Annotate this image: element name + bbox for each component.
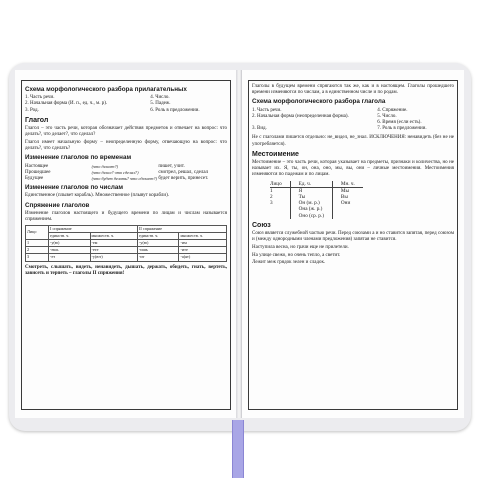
conjunction-heading: Союз [252,221,271,229]
conjugation-cell: -ишь [138,247,179,254]
tense-example: пишет, учит. [158,163,185,169]
pronoun-cell: Он (м. р.) [290,200,332,206]
pronoun-cell: Она (ж. р.) [290,206,332,212]
tense-question: (что делает?) [91,163,119,169]
tense-name: Прошедшее [25,169,51,175]
verb-scheme-row [252,126,454,132]
pronoun-definition: Местоимение – это часть речи, которая указывает на предметы, признаки и количества, но не называет их. Я, ты, он, она, оно, мы, вы, они – личные местоимения. Местоимения изменяются по падежам и по лицам. [252,160,454,178]
pronoun-cell: Вы [332,194,362,200]
adjective-scheme-row [25,108,227,114]
conjugation-cell: -ешь [49,247,90,254]
conjugation-header-second: II спряжение [138,225,227,232]
pronoun-table [270,181,363,219]
tense-row [25,176,227,182]
conjugation-cell: -ем [90,240,138,247]
conjugation-row [26,240,227,247]
verb-scheme-item: 6. Время (если есть). [377,120,422,126]
pronoun-header: Ед. ч. [290,181,332,188]
tense-question: (что будет делать? что сделает?) [91,175,158,181]
verb-scheme-item: 7. Роль в предложении. [377,126,427,132]
pronoun-row [270,213,363,219]
verb-scheme-item: 5. Число. [377,113,397,119]
pronoun-cell: Ты [290,194,332,200]
pronoun-heading: Местоимение [252,150,299,158]
conjunction-example: На улице свежо, но очень тепло, а светит. [252,252,341,258]
left-page-content [25,84,227,408]
conjugation-cell: 1 [26,240,49,247]
pronoun-cell: 3 [270,200,273,207]
conjugation-table [25,225,227,262]
verb-definition: Глагол – это часть речи, которая обозначает действия предметов и отвечает на вопрос: что делать?, что делает?, что сделал? [25,126,227,138]
second-conjugation-exceptions: Смотреть, слышать, видеть, ненавидеть, дышать, держать, обидеть, гнать, вертеть, зависеть и терпеть – глаголы II спряжения! [25,264,227,276]
conjugation-cell: 3 [26,254,49,261]
pronoun-header: Мн. ч. [332,181,362,188]
bookmark-ribbon [232,420,244,478]
pronoun-cell: 2 [270,194,273,201]
adjective-scheme-item: 3. Род. [25,107,39,113]
pronoun-cell: Оно (ср. р.) [290,213,332,219]
verb-scheme-item: 3. Вид. [252,126,267,132]
ne-with-verbs-rule: Не с глаголами пишется отдельно: не_видел, не_знал. ИСКЛЮЧЕНИЯ: ненавидеть (без не не употребляется). [252,135,454,147]
verb-scheme-item: 4. Спряжение. [377,107,408,113]
conjugation-text: Изменение глаголов настоящего и будущего времени по лицам и числам называется спряжением. [25,210,227,222]
left-page [15,70,238,418]
adjective-scheme-item: 4. Число. [150,95,170,101]
number-heading: Изменение глаголов по числам [25,184,124,192]
conjugation-cell: -им [179,240,227,247]
conjugation-subheader: единств. ч. [138,232,179,239]
tense-name: Настоящее [25,163,49,169]
conjugation-header-person: Лицо [26,225,49,239]
verb-infinitive-note: Глагол имеет начальную форму – неопределенную форму, отвечающую на вопрос: что делать?, что сделать? [25,139,227,152]
pronoun-cell: Мы [332,187,362,194]
conjugation-row [26,247,227,254]
adjective-scheme-item: 2. Начальная форма (И. п., ед. ч., м. р). [25,101,108,107]
right-page-content [252,84,454,408]
pronoun-cell: 1 [270,187,273,194]
tense-heading: Изменение глаголов по временам [25,154,132,162]
conjugation-row [26,254,227,261]
adjective-scheme-title: Схема морфологического разбора прилагательных [25,86,187,93]
pronoun-row [270,187,363,194]
conjugation-cell: -у(ют) [90,254,138,261]
conjugation-subheader: множеств. ч. [90,232,138,239]
adjective-scheme-item: 1. Часть речи. [25,95,55,101]
adjective-scheme-item: 6. Роль в предложении. [150,107,200,113]
verb-scheme-item: 2. Начальная форма (неопределенная форма). [252,113,349,119]
adjective-scheme-item: 5. Падеж. [150,101,171,107]
number-text: Единственное (плывет корабль). Множественное (плывут корабли). [25,193,170,199]
conjunction-example: Лежит меж грядок зелен и сладок. [252,260,326,266]
conjugation-subheader: единств. ч. [49,232,90,239]
pronoun-cell [332,213,362,219]
conjugation-header-first: I спряжение [49,225,138,232]
conjunction-example: Наступила весна, но грачи еще не прилетели. [252,244,349,250]
conjugation-cell: -у(ю) [49,240,90,247]
pronoun-cell: Они [332,200,362,206]
conjugation-cell: 2 [26,247,49,254]
conjugation-cell: -ите [179,247,227,254]
right-page [241,70,464,418]
conjugation-subheader: множеств. ч. [179,232,227,239]
tense-conjugation-note: Глаголы в будущем времени спрягаются так же, как и в настоящем. Глаголы прошедшего времени изменяются по числам, а в единственном числе и по родам. [252,84,454,96]
conjunction-text: Союз является служебной частью речи. Перед союзами а и но ставится запятая, перед союзом и (между однородными членами предложения) запятая не ставится. [252,231,454,243]
conjugation-cell: -у(ю) [138,240,179,247]
pronoun-cell: Я [290,187,332,194]
pronoun-header: Лицо [270,181,290,188]
verb-scheme-item: 1. Часть речи. [252,107,282,113]
tense-name: Будущее [25,175,44,181]
conjugation-heading: Спряжение глаголов [25,201,90,209]
tense-example: будет верить, принесет. [158,175,209,181]
conjugation-cell: -ете [90,247,138,254]
conjugation-cell: -ит [138,254,179,261]
tense-example: смотрел, решал, сделал [158,169,209,175]
pronoun-cell [270,213,290,219]
verb-scheme-title: Схема морфологического разбора глагола [252,98,386,106]
tense-question: (что делал? что сделал?) [91,169,139,175]
conjugation-cell: -ет [49,254,90,261]
verb-heading: Глагол [25,116,49,124]
conjugation-cell: -а(ят) [179,254,227,261]
